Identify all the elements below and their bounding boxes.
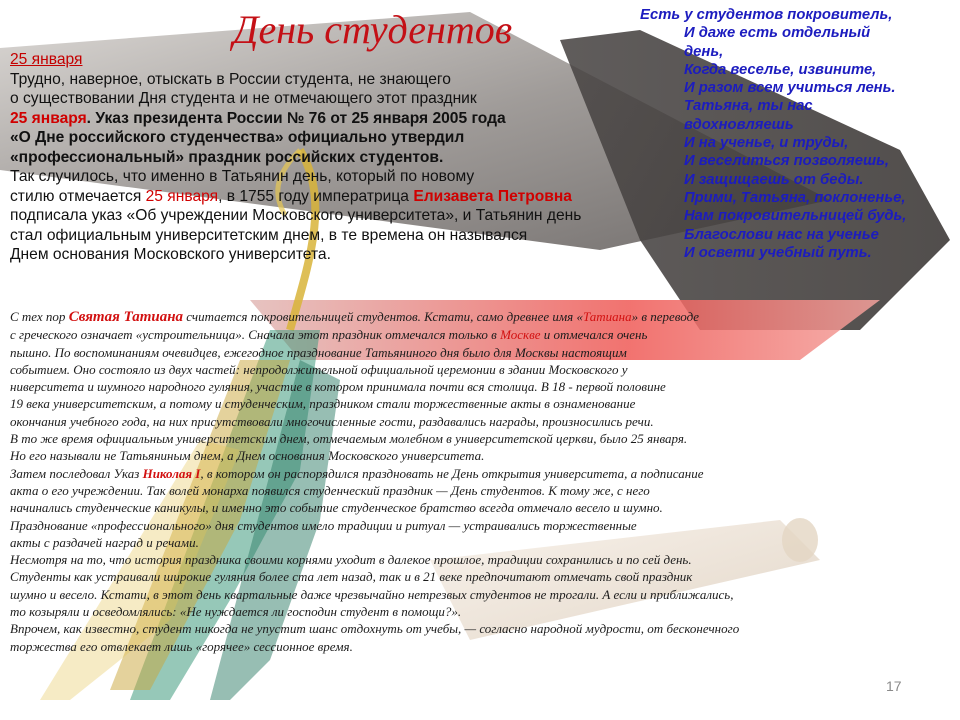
text-run: , в котором он распорядился праздновать не День открытия университета, а подписание: [200, 465, 704, 481]
poem-line: Нам покровительницей будь,: [684, 208, 907, 225]
lead-line: [10, 109, 570, 129]
text-run: начинались студенческие каникулы, и именно это событие студенческое братство всегда отмечало весело и шумно.: [10, 500, 663, 516]
history-line: [10, 465, 940, 482]
lead-line: [10, 70, 570, 90]
text-run: Николая I: [142, 465, 201, 481]
history-line: [10, 517, 940, 534]
text-run: стилю отмечается: [10, 187, 146, 205]
text-run: Но его называли не Татьяниным днем, а Днем основания Московского университета.: [10, 448, 485, 464]
poem-line: И даже есть отдельный: [684, 25, 871, 42]
lead-date-heading: 25 января: [10, 51, 83, 68]
text-run: с греческого означает «устроительница». Сначала этот праздник отмечался только в: [10, 327, 501, 343]
poem-line: Когда веселье, извините,: [684, 61, 877, 78]
history-line: [10, 308, 940, 326]
history-line: [10, 551, 940, 568]
lead-line: [10, 206, 582, 226]
text-run: событием. Оно состояло из двух частей: непродолжительной официальной церемонии в здании Московского у: [10, 361, 628, 377]
lead-line: [10, 167, 570, 187]
text-run: 25 января: [145, 187, 219, 205]
page-number: 17: [886, 678, 902, 694]
lead-line: [10, 128, 570, 148]
history-line: [10, 326, 940, 343]
history-line: [10, 620, 940, 637]
text-run: шумно и весело. Кстати, в этот день квартальные даже чрезвычайно нетрезвых студентов не трогали. А если и приближались,: [10, 586, 734, 602]
history-line: [10, 344, 940, 361]
text-run: и отмечался очень: [540, 327, 648, 343]
poem: [640, 6, 958, 262]
text-run: Празднование «профессионального» дня студентов имело традиции и ритуал — устраивались торжественные: [10, 517, 637, 533]
lead-line: [10, 245, 570, 265]
history-line: [10, 378, 940, 395]
text-run: . Указ президента России № 76 от 25 января 2005 года: [86, 109, 506, 127]
text-run: » в переводе: [631, 309, 700, 324]
lead-paragraph: [10, 50, 582, 265]
text-run: пышно. По воспоминаниям очевидцев, ежегодное празднование Татьяниного дня было для Москвы настоящим: [10, 344, 627, 360]
text-run: Трудно, наверное, отыскать в России студента, не знающего: [10, 70, 451, 88]
poem-line: И на ученье, и труды,: [684, 135, 849, 152]
lead-line: [10, 226, 570, 246]
text-run: , в 1755 году императрица: [218, 187, 414, 205]
text-run: «О Дне российского студенчества» официально утвердил: [10, 129, 465, 146]
text-run: Несмотря на то, что история праздника своими корнями уходит в далекое прошлое, традиции сохранились и по сей день.: [10, 552, 692, 568]
poem-line: И разом всем учиться лень.: [684, 80, 896, 97]
text-run: Так случилось, что именно в Татьянин день, который по новому: [10, 168, 475, 185]
history-text: [10, 308, 940, 655]
text-run: подписала указ «Об учреждении Московского университета», и Татьянин день: [10, 207, 582, 224]
text-run: Затем последовал Указ: [10, 465, 143, 481]
text-run: то козыряли и осведомлялись: «Не нуждается ли господин студент в помощи?».: [10, 604, 462, 620]
text-run: Святая Татиана: [68, 309, 184, 325]
history-line: [10, 482, 940, 499]
history-line: [10, 534, 940, 551]
history-line: [10, 361, 940, 378]
text-run: ниверситета и шумного народного гуляния, участие в котором принимала почти вся столица. В 18 - первой половине: [10, 379, 666, 395]
poem-line: день,: [684, 43, 724, 60]
text-run: С тех пор: [10, 309, 69, 324]
text-run: считается покровительницей студентов. Кстати, само древнее имя «: [183, 309, 583, 324]
lead-line: [10, 89, 570, 109]
poem-line: вдохновляешь: [684, 116, 794, 133]
text-run: стал официальным университетским днем, в те времена он назывался: [10, 226, 528, 244]
poem-line: И защищаешь от беды.: [684, 171, 864, 188]
history-line: [10, 499, 940, 516]
text-run: Елизавета Петровна: [413, 187, 572, 205]
text-run: Днем основания Московского университета.: [10, 246, 331, 263]
text-run: о существовании Дня студента и не отмечающего этот праздник: [10, 90, 477, 107]
history-line: [10, 447, 940, 464]
poem-line: Благослови нас на ученье: [684, 226, 879, 243]
slide-title: День студентов: [233, 7, 513, 52]
text-run: 19 века университетским, а потому и студенческим, праздником стали торжественные акты в ознаменование: [10, 396, 636, 412]
history-line: [10, 603, 940, 620]
text-run: Студенты как устраивали широкие гуляния более ста лет назад, так и в 21 веке предпочитают отмечать свой праздник: [10, 569, 693, 585]
text-run: акта о его учреждении. Так волей монарха появился студенческий праздник — День студентов. К тому же, с него: [10, 482, 650, 498]
text-run: 25 января: [10, 109, 87, 127]
text-run: В то же время официальным университетским днем, отмечаемым молебном в университетской церкви, было 25 января.: [10, 431, 688, 447]
text-run: Татиана: [582, 309, 632, 324]
history-line: [10, 638, 940, 655]
lead-lines: [10, 70, 582, 265]
poem-line: Прими, Татьяна, поклоненье,: [684, 189, 906, 206]
poem-line: И веселиться позволяешь,: [684, 153, 890, 170]
lead-line: [10, 148, 570, 168]
text-run: торжества его отвлекает лишь «горячее» сессионное время.: [10, 638, 353, 654]
history-line: [10, 568, 940, 585]
history-line: [10, 430, 940, 447]
text-run: окончания учебного года, на них присутствовали многочисленные гости, раздавались награды, произносились речи.: [10, 413, 654, 429]
poem-line: Есть у студентов покровитель,: [640, 7, 893, 23]
text-run: акты с раздачей наград и речами.: [10, 534, 199, 550]
text-run: Впрочем, как известно, студент никогда не упустит шанс отдохнуть от учебы, — согласно народной мудрости, от бесконечного: [10, 621, 740, 637]
poem-line: И освети учебный путь.: [684, 244, 872, 261]
history-line: [10, 586, 940, 603]
poem-line: Татьяна, ты нас: [684, 98, 813, 115]
history-line: [10, 413, 940, 430]
history-line: [10, 395, 940, 412]
lead-line: [10, 187, 570, 207]
text-run: Москве: [500, 327, 541, 343]
text-run: «профессиональный» праздник российских студентов.: [10, 148, 444, 166]
